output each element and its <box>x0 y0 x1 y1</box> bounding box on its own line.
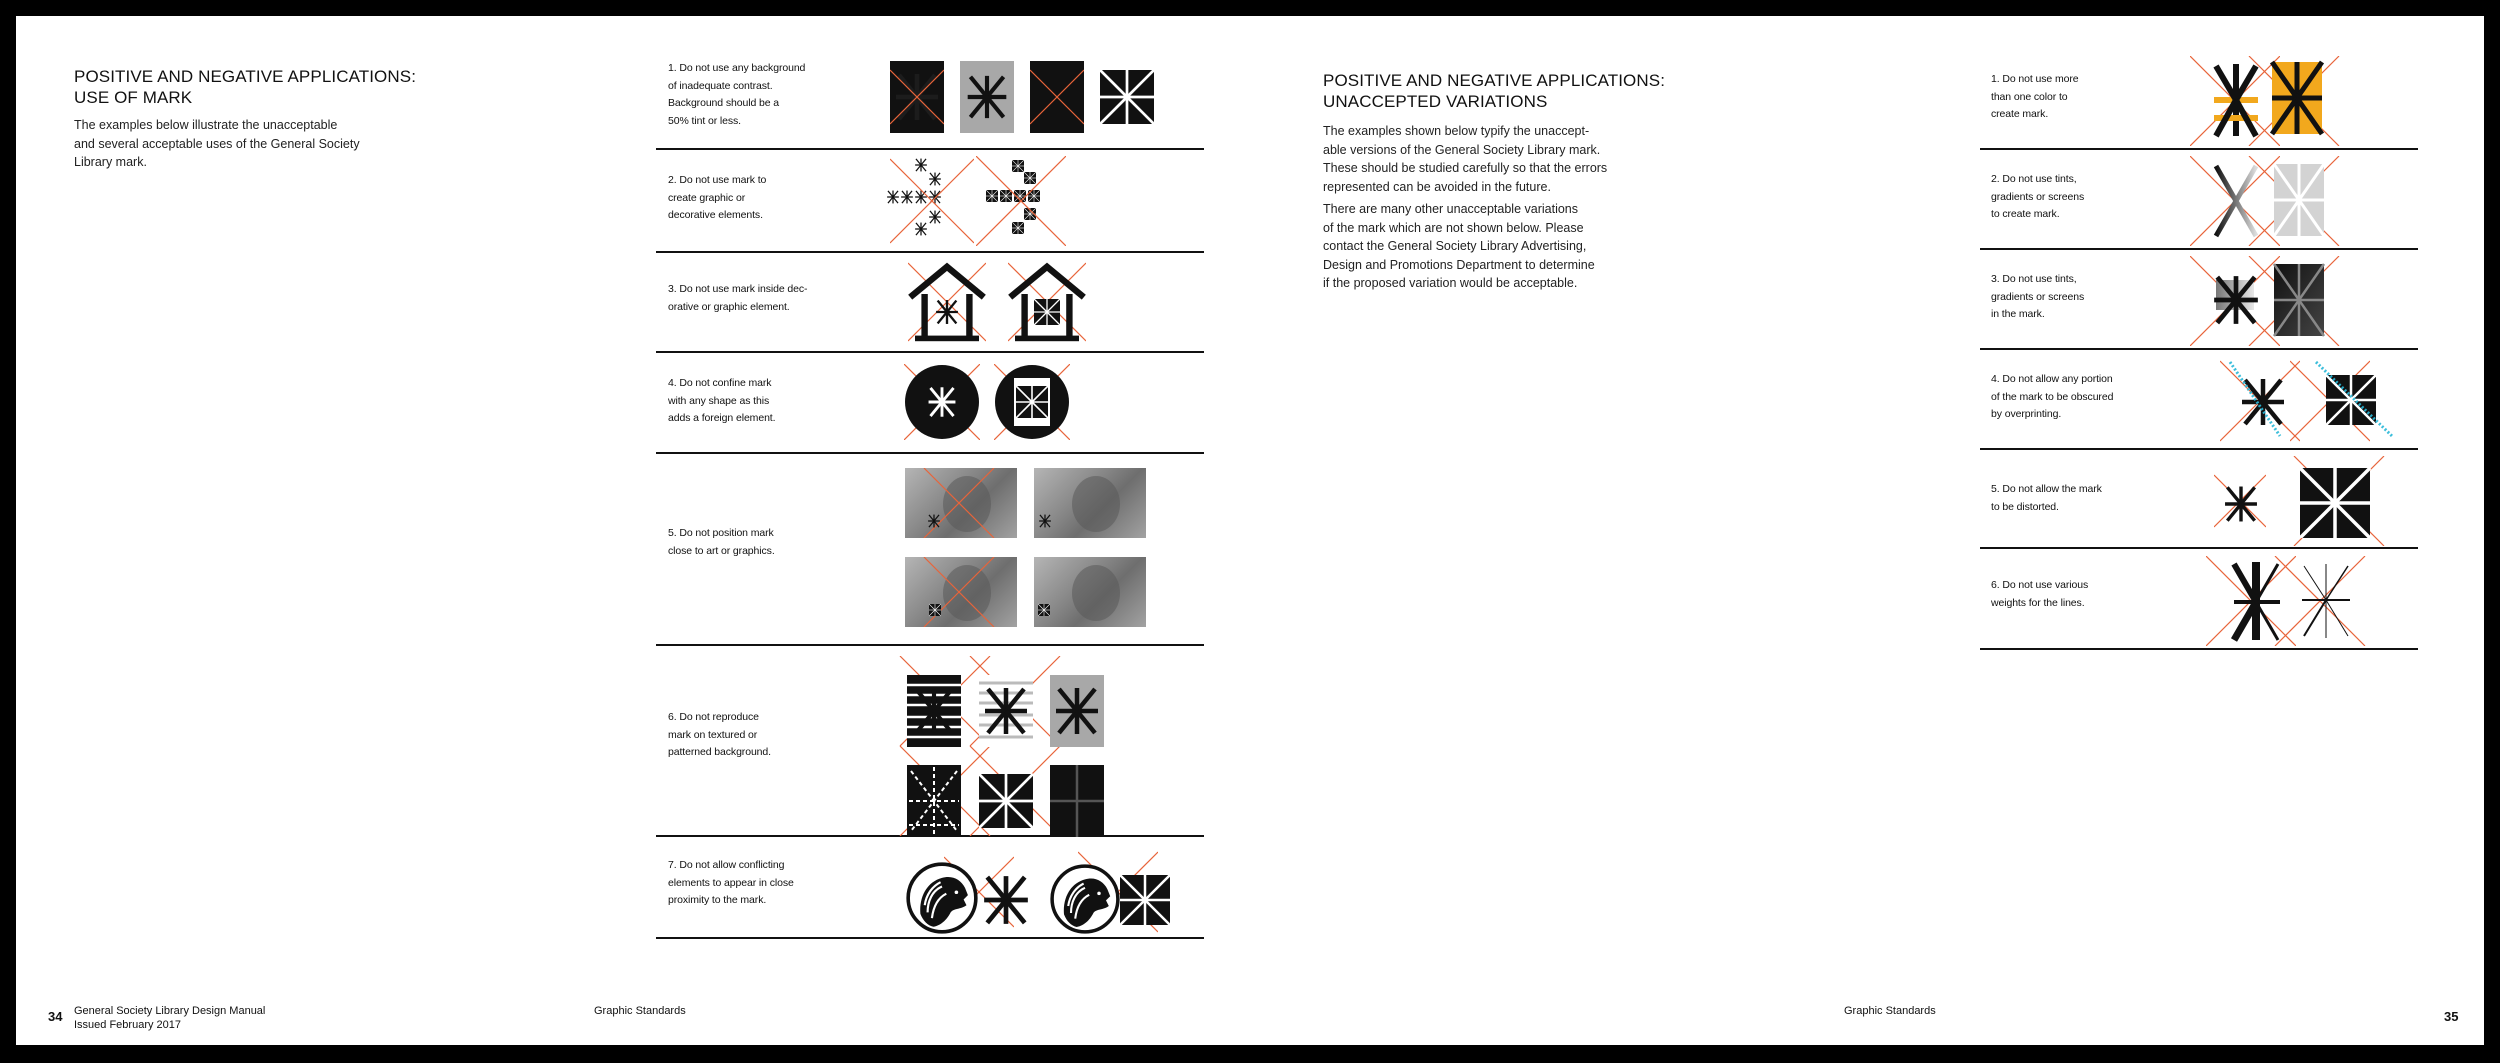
left-page-number: 34 <box>48 1009 63 1024</box>
right-intro2-line-2: of the mark which are not shown below. Please <box>1323 220 1584 235</box>
rule1-example-1 <box>890 61 944 133</box>
left-divider-5 <box>656 644 1204 646</box>
left-rule-2-label: 2. Do not use mark to create graphic or decorative elements. <box>668 174 767 221</box>
rule4-example-2 <box>994 364 1070 440</box>
right-divider-2 <box>1980 248 2418 250</box>
document-spread <box>16 16 2484 1045</box>
left-divider-4 <box>656 452 1204 454</box>
right-rule1-example <box>2190 56 2370 146</box>
rule6-example-2 <box>979 675 1033 747</box>
right-rule-1-label: 1. Do not use more than one color to create mark. <box>1991 73 2079 120</box>
rule6-example-1 <box>907 675 961 747</box>
rule5-example-2 <box>1034 468 1146 538</box>
right-title-line-1: POSITIVE AND NEGATIVE APPLICATIONS: <box>1323 71 1666 90</box>
rule2-example-1 <box>884 156 974 246</box>
left-intro-line-2: and several acceptable uses of the General Society <box>74 136 360 151</box>
left-intro-line-3: Library mark. <box>74 155 147 169</box>
right-divider-5 <box>1980 547 2418 549</box>
footer-right-section: Graphic Standards <box>1844 1005 1936 1017</box>
left-rule-4-label: 4. Do not confine mark with any shape as this adds a foreign element. <box>668 377 776 424</box>
left-intro-line-1: The examples below illustrate the unacceptable <box>74 118 338 132</box>
right-rule6-example <box>2206 556 2396 646</box>
right-intro1-line-3: These should be studied carefully so that the errors <box>1323 161 1608 175</box>
footer-left-section: Graphic Standards <box>594 1005 686 1017</box>
left-rule-7-label: 7. Do not allow conflicting elements to appear in close proximity to the mark. <box>668 859 794 906</box>
right-rule4-example <box>2216 356 2406 446</box>
rule6-example-6 <box>1050 765 1104 837</box>
right-divider-1 <box>1980 148 2418 150</box>
right-page-title <box>1323 70 1665 112</box>
right-divider-6 <box>1980 648 2418 650</box>
right-intro1-line-2: able versions of the General Society Library mark. <box>1323 142 1601 157</box>
left-rule-1-label: 1. Do not use any background of inadequate contrast. Background should be a 50% tint or less. <box>668 62 806 127</box>
left-divider-3 <box>656 351 1204 353</box>
right-rule2-example <box>2190 156 2370 246</box>
footer-manual-info <box>74 1004 265 1032</box>
right-rule-3-label: 3. Do not use tints, gradients or screens in the mark. <box>1991 273 2085 320</box>
right-page-intro-2 <box>1323 200 1595 293</box>
right-title-line-2: UNACCEPTED VARIATIONS <box>1323 92 1548 111</box>
left-divider-2 <box>656 251 1204 253</box>
left-rule-3-label: 3. Do not use mark inside dec- orative or graphic element. <box>668 283 808 313</box>
rule5-example-1 <box>905 468 1017 538</box>
right-rule3-example <box>2190 256 2370 346</box>
right-page-intro-1 <box>1323 122 1607 196</box>
footer-issued: Issued February 2017 <box>74 1019 182 1031</box>
right-intro2-line-1: There are many other unacceptable variations <box>1323 202 1579 216</box>
rule3-example-1 <box>906 262 988 342</box>
right-rule-5-label: 5. Do not allow the mark to be distorted. <box>1991 483 2102 513</box>
right-rule-6-label: 6. Do not use various weights for the lines. <box>1991 579 2089 609</box>
rule2-example-2 <box>976 156 1066 246</box>
rule7-example-2 <box>1048 848 1208 936</box>
left-title-line-1: POSITIVE AND NEGATIVE APPLICATIONS: <box>74 67 417 86</box>
rule1-example-4 <box>1100 61 1154 133</box>
left-title-line-2: USE OF MARK <box>74 88 193 107</box>
rule1-example-2 <box>960 61 1014 133</box>
right-page-number: 35 <box>2444 1009 2459 1024</box>
rule4-example-1 <box>904 364 980 440</box>
right-rule-4-label: 4. Do not allow any portion of the mark to be obscured by overprinting. <box>1991 373 2114 420</box>
rule1-example-3 <box>1030 61 1084 133</box>
right-intro2-line-5: if the proposed variation would be acceptable. <box>1323 276 1578 290</box>
right-intro2-line-3: contact the General Society Library Advertising, <box>1323 239 1587 253</box>
right-intro1-line-1: The examples shown below typify the unaccept- <box>1323 124 1590 138</box>
right-rule5-example <box>2214 456 2414 546</box>
right-intro2-line-4: Design and Promotions Department to determine <box>1323 257 1595 272</box>
left-divider-1 <box>656 148 1204 150</box>
rule6-example-4 <box>907 765 961 837</box>
rule6-example-3 <box>1050 675 1104 747</box>
rule5-example-3 <box>905 557 1017 627</box>
left-page-intro <box>74 116 360 172</box>
left-page-title <box>74 66 416 108</box>
right-intro1-line-4: represented can be avoided in the future. <box>1323 179 1551 194</box>
footer-manual-title: General Society Library Design Manual <box>74 1005 266 1017</box>
rule5-example-4 <box>1034 557 1146 627</box>
left-divider-7 <box>656 937 1204 939</box>
right-rule-2-label: 2. Do not use tints, gradients or screens to create mark. <box>1991 173 2085 220</box>
left-rule-5-label: 5. Do not position mark close to art or graphics. <box>668 527 775 557</box>
rule6-example-5 <box>979 765 1033 837</box>
rule3-example-2 <box>1006 262 1088 342</box>
right-divider-4 <box>1980 448 2418 450</box>
right-divider-3 <box>1980 348 2418 350</box>
left-rule-6-label: 6. Do not reproduce mark on textured or patterned background. <box>668 711 771 758</box>
